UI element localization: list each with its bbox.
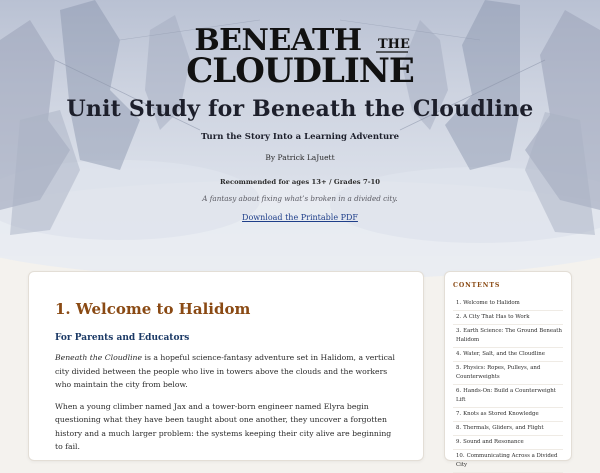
toc-item-number: 8.	[456, 425, 462, 431]
toc-item-7[interactable]	[453, 408, 563, 422]
recommended-ages: Recommended for ages 13+ / Grades 7-10	[219, 178, 380, 186]
author-byline: By Patrick LaJuett	[265, 153, 335, 162]
tagline: A fantasy about fixing what’s broken in a divided city.	[202, 194, 398, 203]
toc-item-4[interactable]	[453, 348, 563, 362]
download-pdf-link[interactable]: Download the Printable PDF	[242, 213, 358, 222]
intro-paragraph-text: is a hopeful science-fantasy adventure set in Halidom, a vertical city divided between the people who live in towers above the clouds and the workers who maintain the city from below.	[55, 353, 395, 389]
toc-item-number: 3.	[456, 328, 462, 334]
toc-item-number: 1.	[456, 300, 462, 306]
beneath-the-cloudline-logo	[0, 22, 600, 91]
toc-item-number: 9.	[456, 439, 462, 445]
toc-item-3[interactable]	[453, 325, 563, 348]
toc-item-6[interactable]	[453, 385, 563, 408]
page-subtitle: Turn the Story Into a Learning Adventure	[200, 132, 400, 142]
toc-item-number: 4.	[456, 351, 462, 357]
toc-item-label: Sound and Resonance	[463, 439, 524, 445]
toc-item-number: 5.	[456, 365, 462, 371]
toc-item-label: Earth Science: The Ground Beneath Halidom	[456, 328, 562, 343]
toc-item-number: 2.	[456, 314, 462, 320]
toc-item-label: Knots as Stored Knowledge	[463, 411, 539, 417]
book-title-emphasis: Beneath the Cloudline	[55, 353, 143, 362]
toc-item-number: 10.	[456, 453, 465, 459]
table-of-contents	[444, 271, 572, 468]
story-paragraph: When a young climber named Jax and a tower-born engineer named Elyra begin questioning what they have been taught about one another, they uncover a forgotten history and a much larger problem: the systems keeping their city alive are beginning to fail.	[55, 401, 392, 451]
toc-item-8[interactable]	[453, 422, 563, 436]
toc-title: CONTENTS	[453, 282, 501, 289]
toc-item-number: 6.	[456, 388, 462, 394]
logo-the: THE	[378, 37, 410, 52]
toc-item-number: 7.	[456, 411, 462, 417]
section-heading: 1. Welcome to Halidom	[55, 300, 251, 318]
toc-item-label: Communicating Across a Divided City	[456, 453, 558, 468]
toc-item-label: Hands-On: Build a Counterweight Lift	[456, 388, 556, 403]
toc-item-5[interactable]	[453, 362, 563, 385]
sub-heading: For Parents and Educators	[55, 333, 190, 343]
toc-item-label: Physics: Ropes, Pulleys, and Counterweights	[456, 365, 541, 380]
toc-list	[453, 297, 563, 473]
toc-item-label: Thermals, Gliders, and Flight	[463, 425, 544, 431]
toc-item-9[interactable]	[453, 436, 563, 450]
intro-paragraph	[55, 351, 397, 392]
toc-item-2[interactable]	[453, 311, 563, 325]
toc-item-label: A City That Has to Work	[463, 314, 530, 320]
toc-item-label: Welcome to Halidom	[463, 300, 520, 306]
page-title: Unit Study for Beneath the Cloudline	[66, 96, 534, 122]
toc-item-1[interactable]	[453, 297, 563, 311]
main-content-card	[28, 271, 424, 461]
logo-line1: BENEATH	[194, 23, 362, 58]
toc-item-10[interactable]	[453, 450, 563, 473]
toc-item-label: Water, Salt, and the Cloudline	[463, 351, 545, 357]
logo-line2: CLOUDLINE	[186, 51, 414, 91]
